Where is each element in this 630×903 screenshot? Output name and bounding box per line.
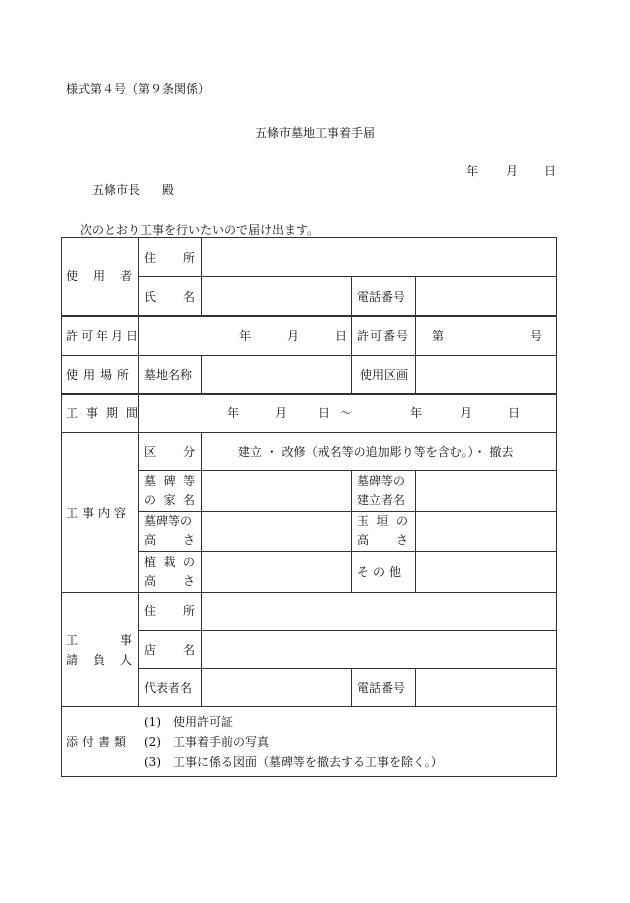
fence-label-2: 高 さ (357, 533, 408, 547)
period-tilde: ～ (340, 406, 353, 420)
tomb-family-label-2: の 家 名 (144, 493, 195, 507)
fence-label-1: 玉 垣 の (357, 514, 408, 528)
contractor-shop-label: 店 名 (144, 643, 195, 657)
representative-label: 代表者名 (144, 681, 193, 695)
builder-label-1: 墓碑等の (357, 474, 406, 488)
section-label: 使用区画 (360, 368, 409, 382)
date-year: 年 (466, 164, 479, 178)
contractor-address-label: 住 所 (144, 604, 195, 618)
category-value: 建立 ・ 改修（戒名等の追加彫り等を含む。）・ 撤去 (238, 445, 514, 459)
addressee-name: 五條市長 (92, 183, 141, 197)
tomb-height-label-1: 墓碑等の (144, 514, 193, 528)
attachment-item: (2) 工事着手前の写真 (144, 735, 270, 749)
plant-label-2: 高 さ (144, 574, 195, 588)
permit-number-suffix: 号 (530, 329, 543, 343)
permit-date-day: 日 (335, 329, 348, 343)
permit-date-label: 許可年月日 (66, 329, 142, 343)
period-start-day: 日 (318, 406, 331, 420)
contractor-label-2: 請 負 人 (66, 653, 132, 667)
page-title: 五條市墓地工事着手届 (254, 126, 375, 140)
period-start-year: 年 (227, 406, 240, 420)
user-address-label: 住 所 (144, 251, 195, 265)
period-end-day: 日 (508, 406, 521, 420)
other-label: その他 (357, 565, 406, 579)
honorific: 殿 (162, 183, 175, 197)
intro-text: 次のとおり工事を行いたいので届け出ます。 (80, 223, 320, 237)
permit-number-prefix: 第 (432, 329, 445, 343)
period-label: 工事期間 (66, 406, 147, 420)
attachment-item: (1) 使用許可証 (144, 715, 234, 729)
user-label: 使 用 者 (66, 269, 132, 283)
tomb-height-label-2: 高 さ (144, 533, 195, 547)
attachment-item: (3) 工事に係る図面（墓碑等を撤去する工事を除く。） (144, 755, 443, 769)
user-phone-label: 電話番号 (357, 290, 406, 304)
addressee (92, 181, 174, 198)
attachments-label: 添付書類 (66, 735, 131, 749)
contractor-phone-label: 電話番号 (357, 681, 406, 695)
plant-label-1: 植 栽 の (144, 555, 195, 569)
tomb-family-label-1: 墓 碑 等 (144, 474, 195, 488)
date-day: 日 (544, 164, 557, 178)
date-month: 月 (506, 164, 519, 178)
permit-number-label: 許可番号 (357, 329, 410, 343)
user-name-label: 氏 名 (144, 290, 195, 304)
content-label: 工事内容 (66, 506, 131, 520)
permit-date-year: 年 (239, 329, 252, 343)
period-end-year: 年 (410, 406, 423, 420)
permit-date-month: 月 (287, 329, 300, 343)
contractor-label-1: 工 事 (66, 633, 132, 647)
period-start-month: 月 (275, 406, 288, 420)
period-end-month: 月 (460, 406, 473, 420)
category-label: 区 分 (144, 445, 195, 459)
location-label: 使用場所 (66, 368, 135, 382)
cemetery-name-label: 墓地名称 (144, 368, 193, 382)
form-number: 様式第４号（第９条関係） (66, 82, 211, 96)
builder-label-2: 建立者名 (357, 493, 406, 507)
